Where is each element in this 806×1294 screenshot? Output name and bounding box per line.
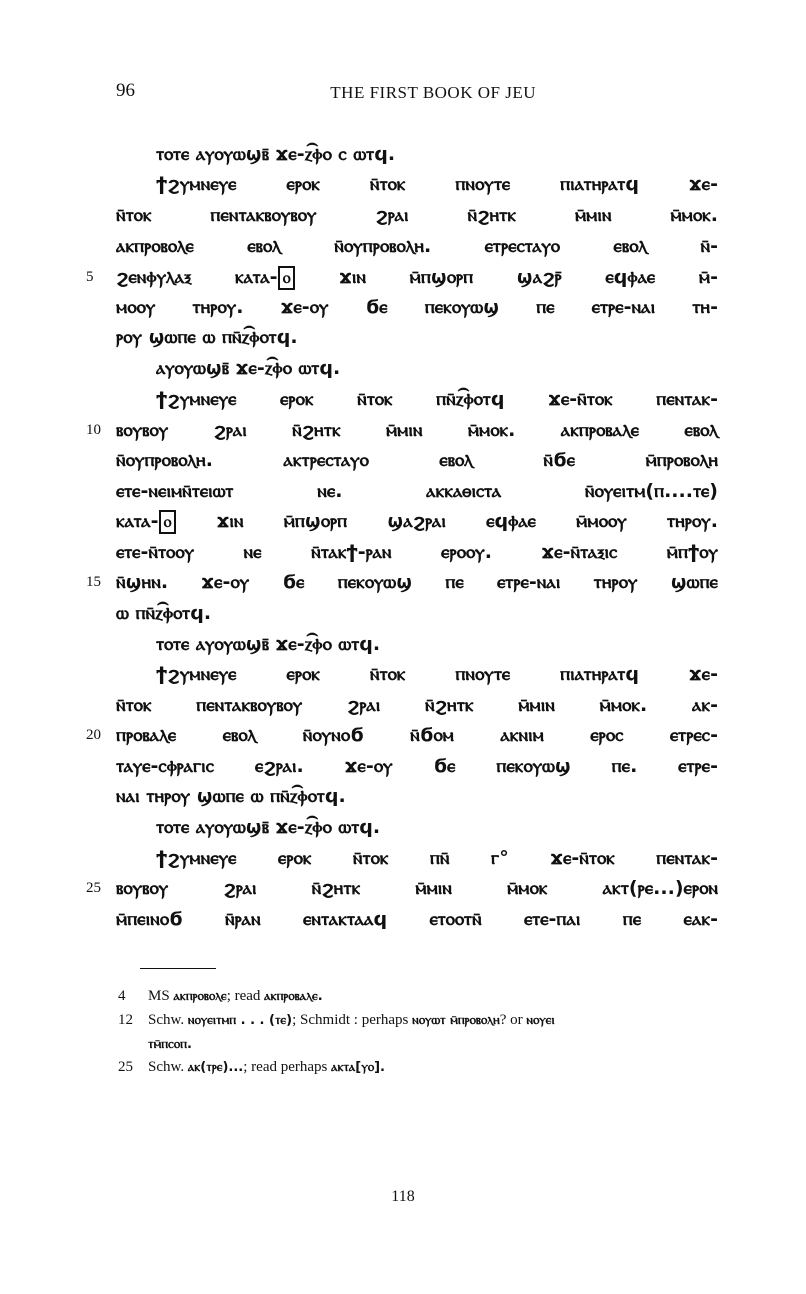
text-line [116,537,718,567]
text-line [116,415,718,445]
line-number: 5 [86,269,94,285]
line-text: ⲙ̄ⲡⲉⲓⲛⲟϭ ⲛ̄ⲣⲁⲛ ⲉⲛⲧⲁⲕⲧⲁⲁϥ ⲉⲧⲟⲟⲧⲛ̄ ⲉⲧⲉ-ⲡⲁⲓ ⲡⲉ ⲉⲁⲕ- [116,908,718,930]
folio-number: 118 [391,1188,415,1205]
line-text: ⲃⲟⲩⲃⲟⲩ ϩⲣⲁⲓ ⲛ̄ϩⲏⲧⲕ ⲙ̄ⲙⲓⲛ ⲙ̄ⲙⲟⲕ ⲁⲕⲧ(ⲣⲉ...)ⲉⲣⲟⲛ [116,877,718,899]
line-text: ⲛⲁⲓ ⲧⲏⲣⲟⲩ ϣⲱⲡⲉ ⲱ ⲡⲛ̄ⲍ͡ⲫⲟⲧϥ. [116,785,346,807]
text-line [116,904,718,934]
line-text: ϯϩⲩⲙⲛⲉⲩⲉ ⲉⲣⲟⲕ ⲛ̄ⲧⲟⲕ ⲡⲛⲟⲩⲧⲉ ⲡⲓⲁⲧⲏⲣⲁⲧϥ ϫⲉ- [156,173,718,195]
coptic-citation: ⲁⲕⲧⲁ[ⲩⲟ]. [331,1060,385,1075]
text-line [156,659,718,689]
coptic-citation: ⲁⲕⲡⲣⲟⲃⲟⲗⲉ [173,989,227,1004]
boxed-symbol: ⲟ [159,510,177,534]
text-line [156,139,718,169]
text-line [116,200,718,230]
text-line [156,384,718,414]
footnote [118,985,718,1007]
line-text: ϯϩⲩⲙⲛⲉⲩⲉ ⲉⲣⲟⲕ ⲛ̄ⲧⲟⲕ ⲡⲛ̄ⲍ͡ⲫⲟⲧϥ ϫⲉ-ⲛ̄ⲧⲟⲕ ⲡⲉⲛⲧⲁⲕ- [156,388,718,410]
line-text: ⲁⲕⲡⲣⲟⲃⲟⲗⲉ ⲉⲃⲟⲗ ⲛ̄ⲟⲩⲡⲣⲟⲃⲟⲗⲏ. ⲉⲧⲣⲉⲥⲧⲁⲩⲟ ⲉⲃⲟⲗ ⲛ̄- [116,235,718,257]
text-line [116,690,718,720]
boxed-symbol: ⲟ [278,266,296,290]
line-text-after: ϫⲓⲛ ⲙ̄ⲡϣⲟⲣⲡ ϣⲁϩⲣⲁⲓ ⲉϥⲫⲁⲉ ⲙ̄ⲙⲟⲟⲩ ⲧⲏⲣⲟⲩ. [176,510,718,532]
footnote-text: ; read perhaps [243,1059,332,1075]
book-title: THE FIRST BOOK OF JEU [330,83,536,102]
line-text: ⲛ̄ⲧⲟⲕ ⲡⲉⲛⲧⲁⲕⲃⲟⲩⲃⲟⲩ ϩⲣⲁⲓ ⲛ̄ϩⲏⲧⲕ ⲙ̄ⲙⲓⲛ ⲙ̄ⲙⲟⲕ. [116,204,718,226]
text-line [116,262,718,292]
running-head [116,80,536,106]
line-text: ⲉⲧⲉ-ⲛⲉⲓⲙⲛ̄ⲧⲉⲓⲱⲧ ⲛⲉ. ⲁⲕⲕⲁⲑⲓⲥⲧⲁ ⲛ̄ⲟⲩⲉⲓⲧⲙ(ⲡ....ⲧⲉ) [116,480,718,502]
line-text: ϯϩⲩⲙⲛⲉⲩⲉ ⲉⲣⲟⲕ ⲛ̄ⲧⲟⲕ ⲡⲛⲟⲩⲧⲉ ⲡⲓⲁⲧⲏⲣⲁⲧϥ ϫⲉ- [156,663,718,685]
text-line [156,629,718,659]
coptic-citation: ⲛⲟⲩⲱⲧ ⲙ̄ⲡⲣⲟⲃⲟⲗⲏ [412,1013,500,1028]
text-line [156,812,718,842]
coptic-citation: ⲧⲙ̄ⲡⲥⲟⲡ. [148,1037,192,1052]
text-line [156,843,718,873]
text-line [116,322,718,352]
coptic-citation: ⲁⲕⲡⲣⲟⲃⲁⲗⲉ. [264,989,323,1004]
line-text: ⲛ̄ϣⲏⲛ. ϫⲉ-ⲟⲩ ϭⲉ ⲡⲉⲕⲟⲩⲱϣ ⲡⲉ ⲉⲧⲣⲉ-ⲛⲁⲓ ⲧⲏⲣⲟⲩ ϣⲱⲡⲉ [116,571,718,593]
page-number: 96 [116,80,135,101]
footnote [118,1009,718,1031]
footnote-divider [140,968,216,969]
coptic-citation: ⲛⲟⲩⲉⲓⲧⲙⲡ . . . (ⲧⲉ) [187,1013,293,1028]
footnote-number: 12 [118,1012,133,1028]
line-text: ϯϩⲩⲙⲛⲉⲩⲉ ⲉⲣⲟⲕ ⲛ̄ⲧⲟⲕ ⲡⲛ̄ ⲅ° ϫⲉ-ⲛ̄ⲧⲟⲕ ⲡⲉⲛⲧⲁⲕ- [156,847,718,869]
footnote-continuation [148,1033,748,1055]
line-text: ⲣⲟⲩ ϣⲱⲡⲉ ⲱ ⲡⲛ̄ⲍ͡ⲫⲟⲧϥ. [116,326,298,348]
line-text: ⲧⲟⲧⲉ ⲁⲩⲟⲩⲱϣⲃ̄ ϫⲉ-ⲍ͡ⲫⲟ ⲱⲧϥ. [156,633,381,655]
text-line [116,873,718,903]
text-line [116,751,718,781]
line-text: ⲉⲧⲉ-ⲛ̄ⲧⲟⲟⲩ ⲛⲉ ⲛ̄ⲧⲁⲕϯ-ⲣⲁⲛ ⲉⲣⲟⲟⲩ. ϫⲉ-ⲛ̄ⲧⲁⲝⲓⲥ ⲙ̄ⲡϯⲟⲩ [116,541,718,563]
text-line [116,292,718,322]
text-line [156,353,718,383]
line-text-after: ϫⲓⲛ ⲙ̄ⲡϣⲟⲣⲡ ϣⲁϩⲣ̄ ⲉϥⲫⲁⲉ ⲙ̄- [295,266,718,288]
line-number: 15 [86,574,101,590]
footnote-text: ; Schmidt : perhaps [292,1012,413,1028]
text-line [116,567,718,597]
text-line [116,506,718,536]
footnote-text: ; read [226,988,265,1004]
line-text: ⲧⲁⲩⲉ-ⲥⲫⲣⲁⲅⲓⲥ ⲉϩⲣⲁⲓ. ϫⲉ-ⲟⲩ ϭⲉ ⲡⲉⲕⲟⲩⲱϣ ⲡⲉ. ⲉⲧⲣⲉ- [116,755,718,777]
footnote-text: Schw. [148,1012,188,1028]
line-text: ⲕⲁⲧⲁ- [116,510,159,532]
text-line [116,781,718,811]
line-text: ⲃⲟⲩⲃⲟⲩ ϩⲣⲁⲓ ⲛ̄ϩⲏⲧⲕ ⲙ̄ⲙⲓⲛ ⲙ̄ⲙⲟⲕ. ⲁⲕⲡⲣⲟⲃⲁⲗⲉ ⲉⲃⲟⲗ [116,419,718,441]
line-text: ⲧⲟⲧⲉ ⲁⲩⲟⲩⲱϣⲃ̄ ϫⲉ-ⲍ͡ⲫⲟ ⲥ ⲱⲧϥ. [156,143,396,165]
line-text: ⲛ̄ⲟⲩⲡⲣⲟⲃⲟⲗⲏ. ⲁⲕⲧⲣⲉⲥⲧⲁⲩⲟ ⲉⲃⲟⲗ ⲛ̄ϭⲉ ⲙ̄ⲡⲣⲟⲃⲟⲗⲏ [116,449,718,471]
text-line [116,445,718,475]
line-number: 10 [86,422,101,438]
line-text: ⲱ ⲡⲛ̄ⲍ͡ⲫⲟⲧϥ. [116,602,212,624]
text-line [116,231,718,261]
text-line [116,476,718,506]
line-text: ⲧⲟⲧⲉ ⲁⲩⲟⲩⲱϣⲃ̄ ϫⲉ-ⲍ͡ⲫⲟ ⲱⲧϥ. [156,816,381,838]
line-text: ⲁⲩⲟⲩⲱϣⲃ̄ ϫⲉ-ⲍ͡ⲫⲟ ⲱⲧϥ. [156,357,341,379]
text-line [156,169,718,199]
line-text: ϩⲉⲛⲫⲩⲗⲁⲝ ⲕⲁⲧⲁ- [116,266,278,288]
line-number: 25 [86,880,101,896]
line-text: ⲙⲟⲟⲩ ⲧⲏⲣⲟⲩ. ϫⲉ-ⲟⲩ ϭⲉ ⲡⲉⲕⲟⲩⲱϣ ⲡⲉ ⲉⲧⲣⲉ-ⲛⲁⲓ ⲧⲏ- [116,296,718,318]
line-number: 20 [86,727,101,743]
footnote-number: 25 [118,1059,133,1075]
footnote-text: MS [148,988,174,1004]
line-text: ⲛ̄ⲧⲟⲕ ⲡⲉⲛⲧⲁⲕⲃⲟⲩⲃⲟⲩ ϩⲣⲁⲓ ⲛ̄ϩⲏⲧⲕ ⲙ̄ⲙⲓⲛ ⲙ̄ⲙⲟⲕ. ⲁⲕ- [116,694,718,716]
coptic-citation: ⲁⲕ(ⲧⲣⲉ)... [187,1060,244,1075]
footnote-text: Schw. [148,1059,188,1075]
footnote [118,1056,718,1078]
line-text: ⲡⲣⲟⲃⲁⲗⲉ ⲉⲃⲟⲗ ⲛ̄ⲟⲩⲛⲟϭ ⲛ̄ϭⲟⲙ ⲁⲕⲛⲓⲙ ⲉⲣⲟⲥ ⲉⲧⲣⲉⲥ- [116,724,718,746]
footnote-number: 4 [118,988,126,1004]
text-line [116,598,718,628]
text-line [116,720,718,750]
footnote-text: ? or [499,1012,527,1028]
coptic-citation: ⲛⲟⲩⲉⲓ [526,1013,555,1028]
